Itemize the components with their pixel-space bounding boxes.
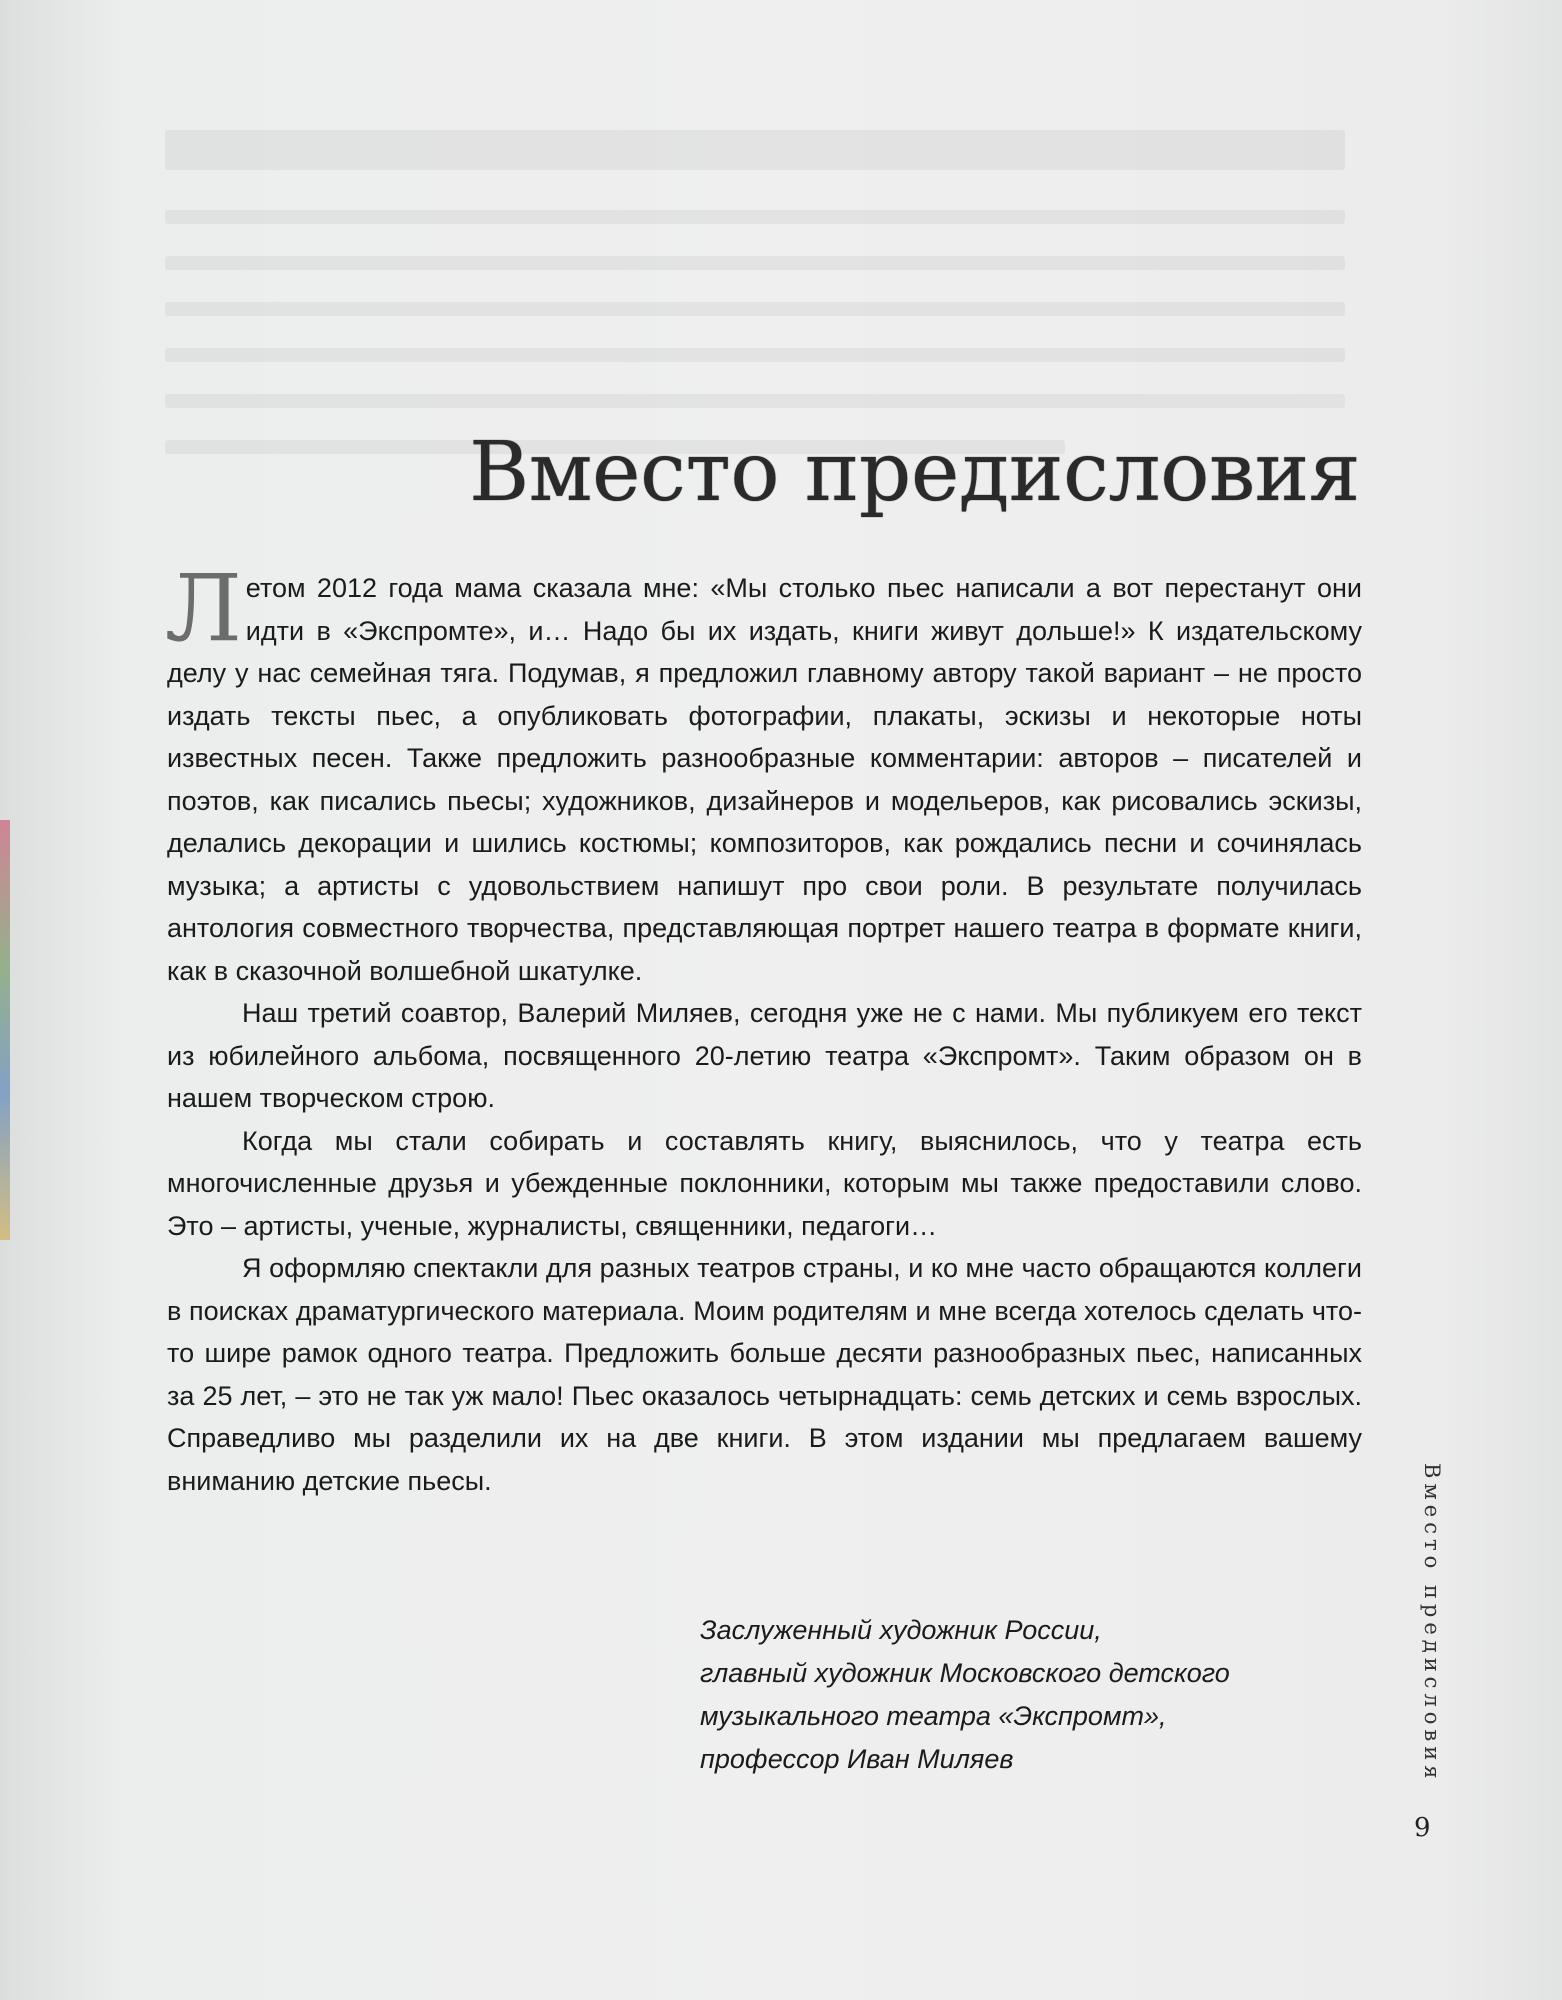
- running-head: Вместо предисловия: [1420, 1463, 1444, 1784]
- paragraph-1-text: етом 2012 года мама сказала мне: «Мы столько пьес написали а вот перестанут они идти в «Экспромте», и… Надо бы их издать, книги живут дольше!» К издательскому делу у нас семейная тяга. Подумав, я предложил главному автору такой вариант – не просто издать тексты пьес, а опубликовать фотографии, плакаты, эскизы и некоторые ноты известных песен. Также предложить разнообразные комментарии: авторов – писателей и поэтов, как писались пьесы; художников, дизайнеров и модельеров, как рисовались эскизы, делались декорации и шились костюмы; композиторов, как рождались песни и сочинялась музыка; а артисты с удовольствием напишут про свои роли. В результате получилась антология совместного творчества, представляющая портрет нашего театра в формате книги, как в сказочной волшебной шкатулке.: [167, 573, 1362, 986]
- signature-line: профессор Иван Миляев: [700, 1744, 1014, 1774]
- signature-block: [700, 1609, 1340, 1781]
- signature-line: музыкального театра «Экспромт»,: [700, 1701, 1167, 1731]
- drop-cap: Л: [165, 555, 242, 662]
- page-number: 9: [1414, 1813, 1431, 1843]
- page-title: Вместо предисловия: [468, 425, 1360, 520]
- paragraph-4: Я оформляю спектакли для разных театров страны, и ко мне часто обращаются коллеги в поисках драматургического материала. Моим родителям и мне всегда хотелось сделать что-то шире рамок одного театра. Предложить больше десяти разнообразных пьес, написанных за 25 лет, – это не так уж мало! Пьес оказалось четырнадцать: семь детских и семь взрослых. Справедливо мы разделили их на две книги. В этом издании мы предлагаем вашему вниманию детские пьесы.: [167, 1253, 1362, 1496]
- show-through-text: [165, 130, 1365, 590]
- paragraph-1: [165, 555, 1362, 992]
- signature-line: главный художник Московского детского: [700, 1658, 1230, 1688]
- body-text: [165, 555, 1362, 1502]
- signature-line: Заслуженный художник России,: [700, 1615, 1102, 1645]
- paragraph-3: Когда мы стали собирать и составлять книгу, выяснилось, что у театра есть многочисленные друзья и убежденные поклонники, которым мы также предоставили слово. Это – артисты, ученые, журналисты, священники, педагоги…: [167, 1125, 1362, 1241]
- paragraph-2: Наш третий соавтор, Валерий Миляев, сегодня уже не с нами. Мы публикуем его текст из юбилейного альбома, посвященного 20-летию театра «Экспромт». Таким образом он в нашем творческом строю.: [167, 998, 1362, 1113]
- facing-page-edge: [0, 820, 10, 1240]
